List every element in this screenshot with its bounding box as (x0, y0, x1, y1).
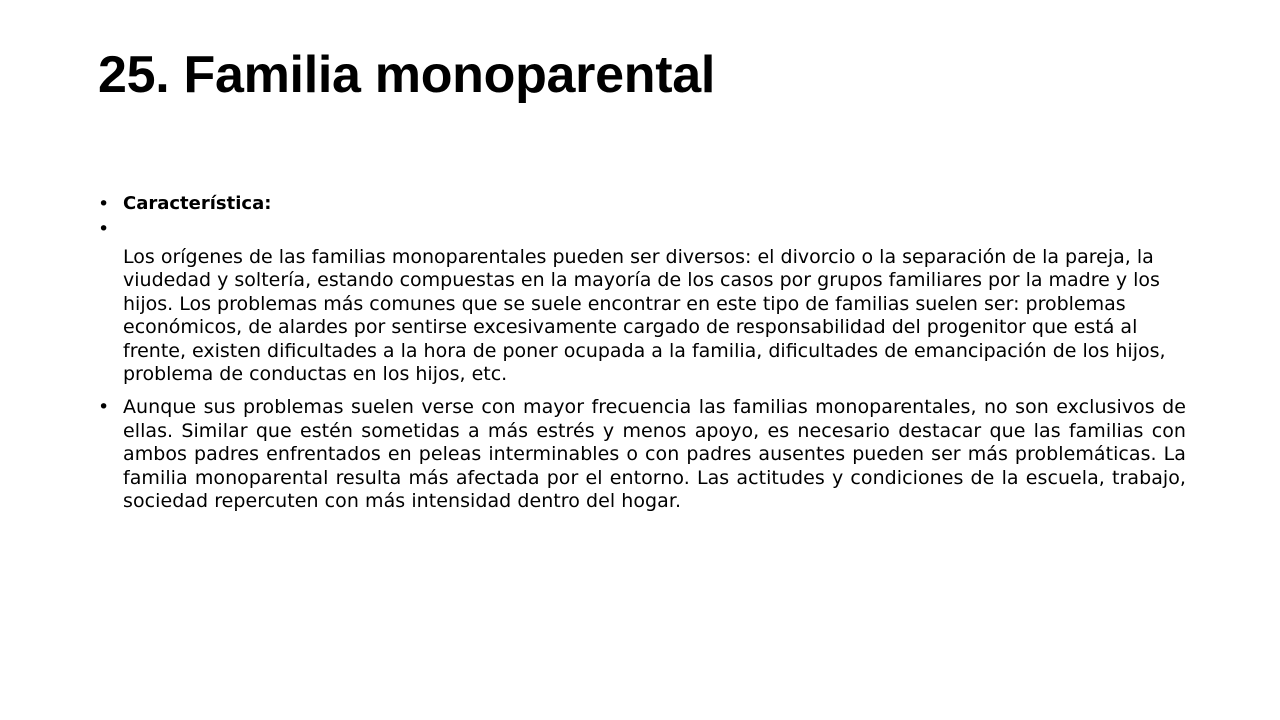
bullet-heading-text: Característica: (123, 193, 272, 214)
bullet-dot: • (98, 193, 110, 215)
bullet-dot: • (98, 218, 110, 240)
bullet-list (98, 190, 1186, 513)
bullet-item-origins (98, 246, 1186, 386)
bullet-item-problems (98, 396, 1186, 513)
bullet-item-heading (98, 190, 1186, 218)
bullet-paragraph-origins: Los orígenes de las familias monoparentales pueden ser diversos: el divorcio o la separación de la pareja, la viudedad y soltería, estando compuestas en la mayoría de los casos por grupos familiares por la madre y los hijos. Los problemas más comunes que se suele encontrar en este tipo de familias suelen ser: problemas económicos, de alardes por sentirse excesivamente cargado de responsabilidad del progenitor que está al frente, existen dificultades a la hora de poner ocupada a la familia, dificultades de emancipación de los hijos, problema de conductas en los hijos, etc. (123, 246, 1166, 386)
bullet-dot: • (98, 396, 110, 419)
slide-title: 25. Familia monoparental (98, 46, 715, 104)
bullet-paragraph-problems: Aunque sus problemas suelen verse con mayor frecuencia las familias monoparentales, no son exclusivos de ellas. Similar que estén sometidas a más estrés y menos apoyo, es necesario destacar que las familias con ambos padres enfrentados en peleas interminables o con padres ausentes pueden ser más problemáticas. La familia monoparental resulta más afectada por el entorno. Las actitudes y condiciones de la escuela, trabajo, sociedad repercuten con más intensidad dentro del hogar. (123, 396, 1186, 513)
bullet-item-empty (98, 218, 1186, 246)
